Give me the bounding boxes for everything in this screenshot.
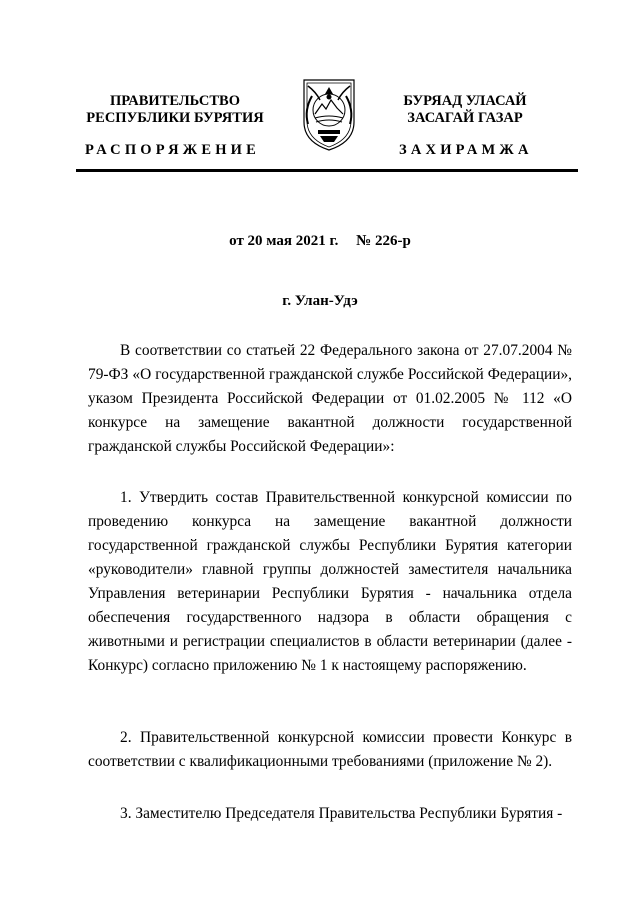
- header-divider: [76, 169, 578, 172]
- document-type-russian: РАСПОРЯЖЕНИЕ: [85, 142, 261, 158]
- issuer-line-2: ЗАСАГАЙ ГАЗАР: [407, 110, 523, 126]
- coat-of-arms-icon: [296, 74, 362, 152]
- item-1-paragraph: 1. Утвердить состав Правительственной конкурсной комиссии по проведению конкурса на замещение вакантной должности государственной гражданской службы Республики Бурятия категории «руководители» главной группы должностей заместителя начальника Управления ветеринарии Республики Бурятия - начальника отдела обеспечения государственного надзора в области обращения с животными и регистрации специалистов в области ветеринарии (далее - Конкурс) согласно приложению № 1 к настоящему распоряжению.: [88, 489, 572, 674]
- document-city: г. Улан-Удэ: [282, 293, 358, 309]
- item-3-paragraph: 3. Заместителю Председателя Правительства Республики Бурятия -: [120, 805, 563, 822]
- issuer-line-1: ПРАВИТЕЛЬСТВО: [110, 93, 240, 109]
- document-date: от 20 мая 2021 г.: [229, 233, 339, 249]
- issuer-line-1: БУРЯАД УЛАСАЙ: [403, 93, 527, 109]
- issuer-line-2: РЕСПУБЛИКИ БУРЯТИЯ: [86, 110, 264, 126]
- issuer-name-russian: [80, 93, 270, 127]
- document-date-number: [0, 233, 640, 250]
- preamble-paragraph: В соответствии со статьей 22 Федерального закона от 27.07.2004 № 79-ФЗ «О государственной гражданской службе Российской Федерации», указом Президента Российской Федерации от 01.02.2005 № 112 «О конкурсе на замещение вакантной должности государственной гражданской службы Российской Федерации»:: [88, 342, 572, 455]
- item-2-paragraph: 2. Правительственной конкурсной комиссии провести Конкурс в соответствии с квалификационными требованиями (приложение № 2).: [88, 729, 572, 770]
- document-type-buryat: ЗАХИРАМЖА: [399, 142, 533, 158]
- document-number: № 226-р: [356, 233, 411, 249]
- issuer-name-buryat: [390, 93, 540, 127]
